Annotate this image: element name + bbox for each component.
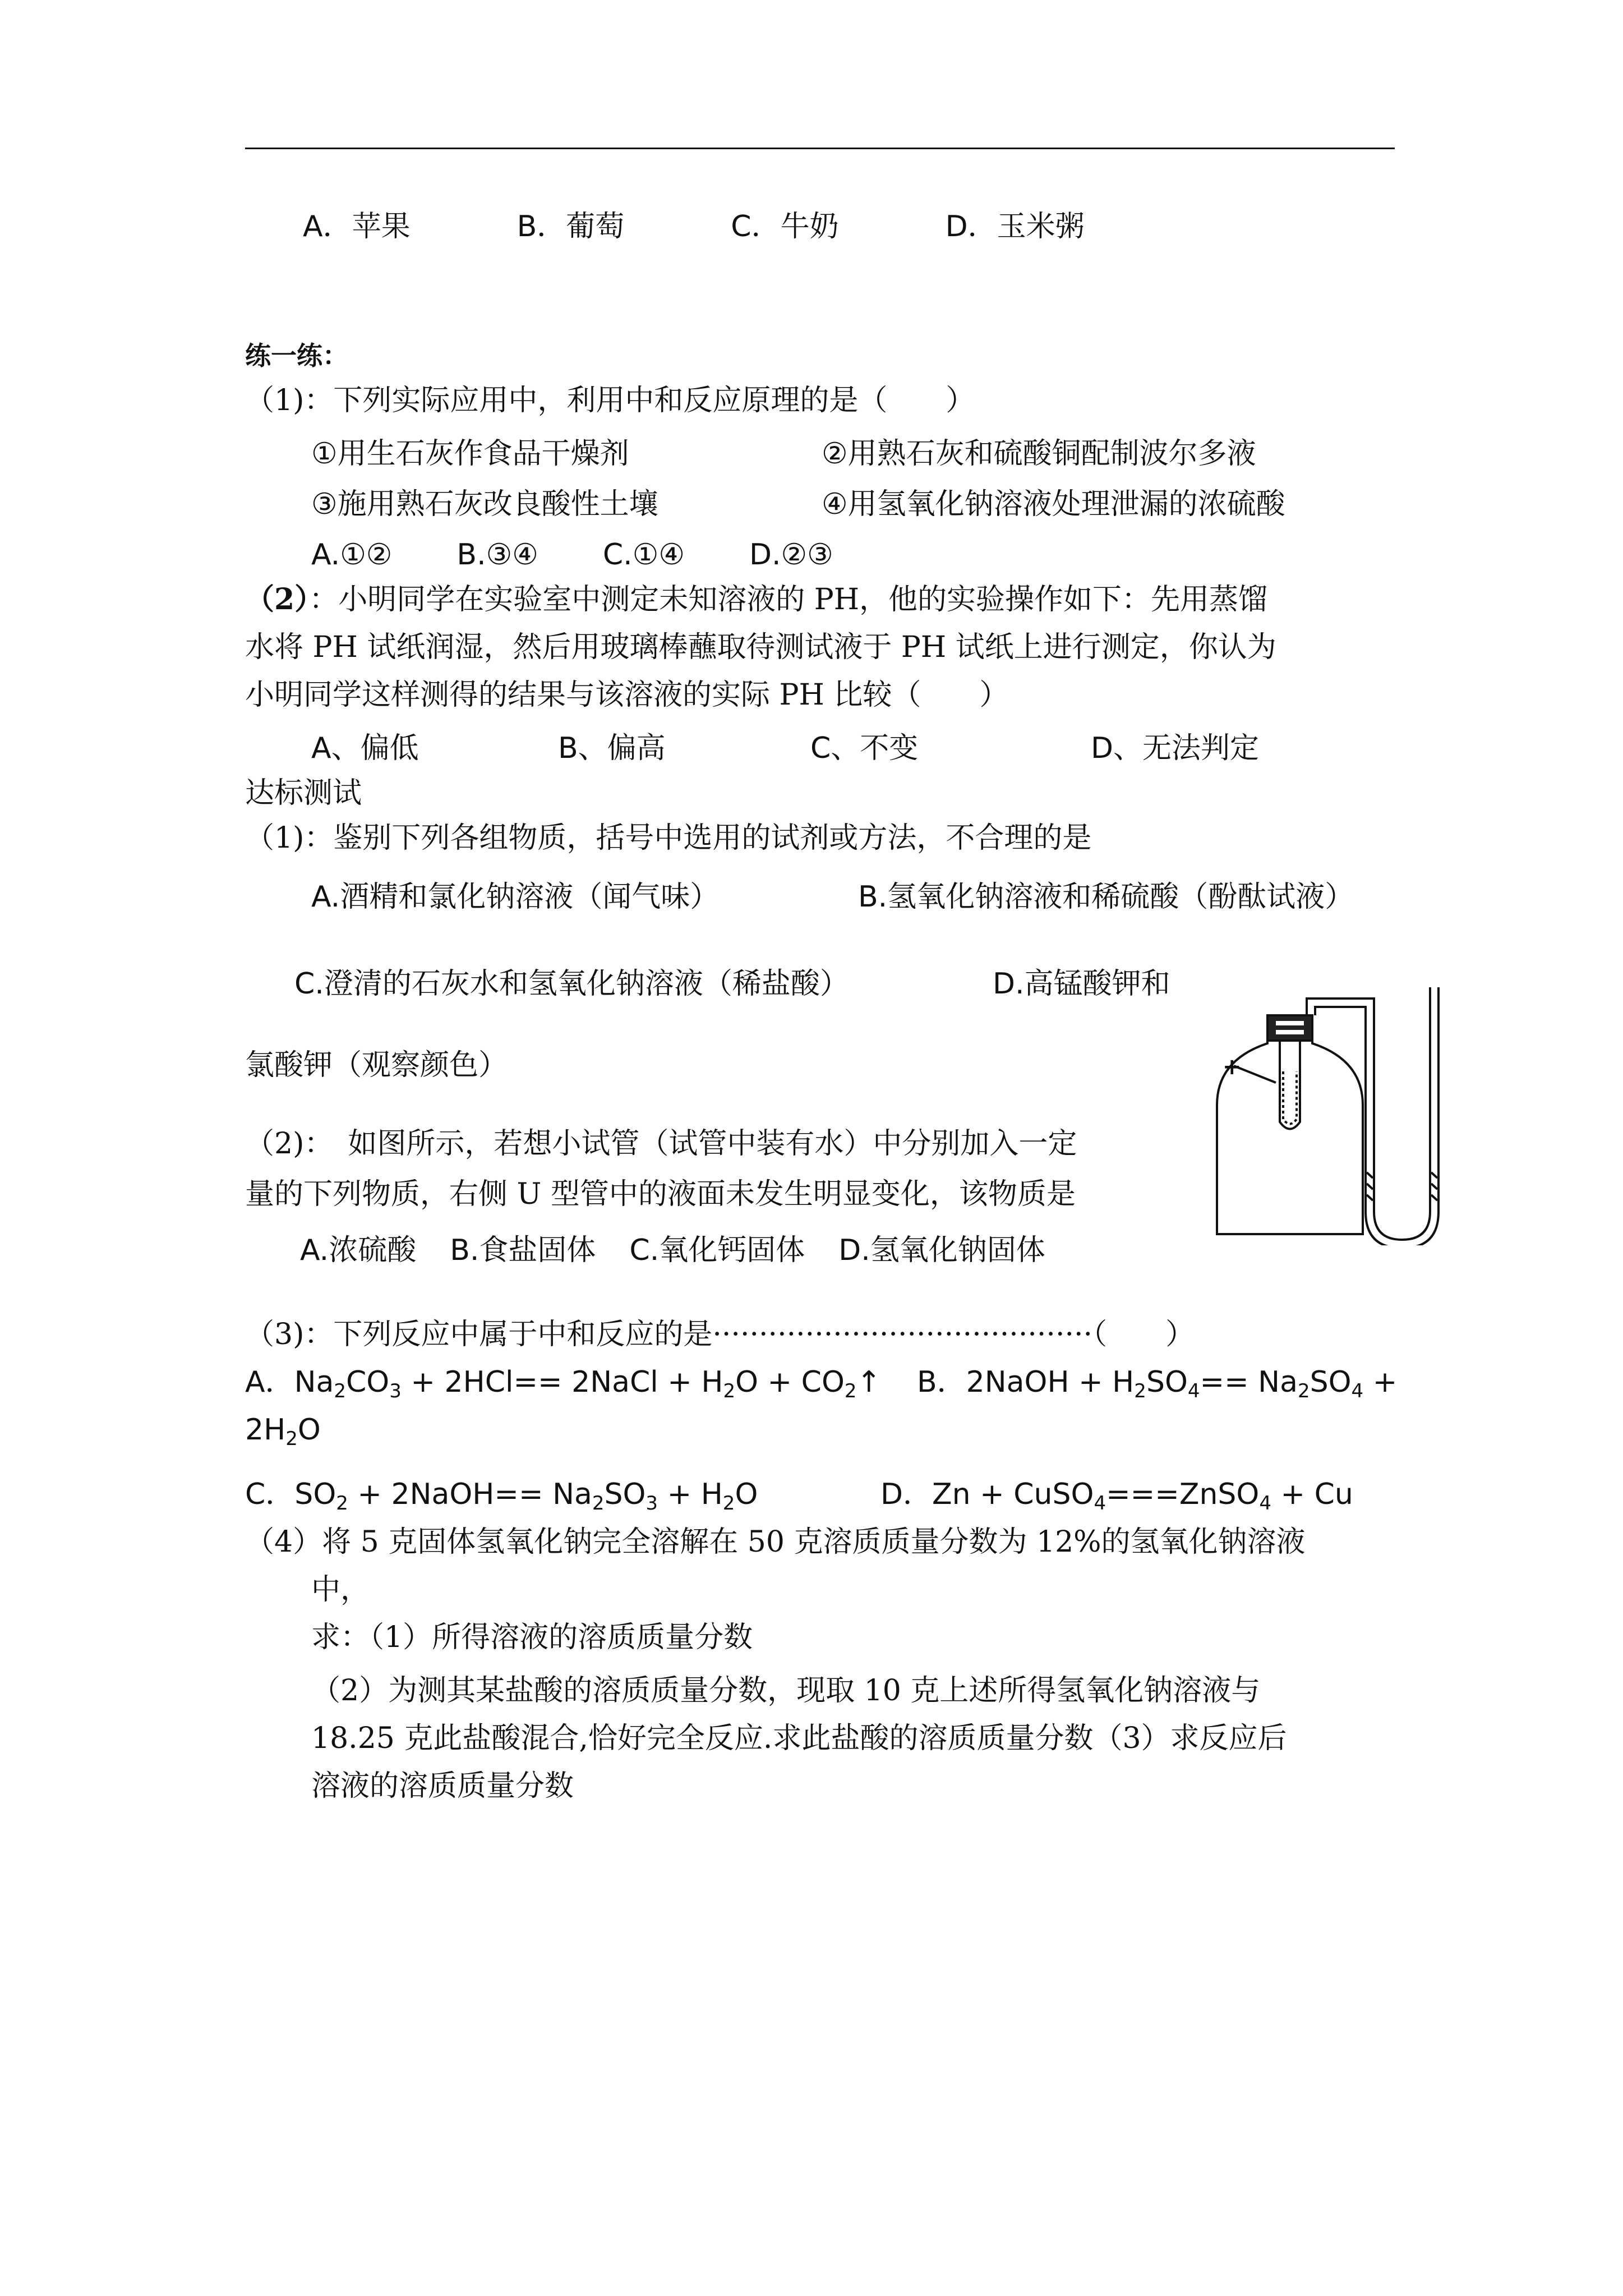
option-d: D．玉米粥 bbox=[945, 210, 1085, 243]
test-q3-stem: （3)：下列反应中属于中和反应的是·········································（ ） bbox=[245, 1318, 1195, 1351]
test-q1-stem: （1)：鉴别下列各组物质，括号中选用的试剂或方法，不合理的是 bbox=[245, 821, 1092, 855]
test-q4-line-5: 18.25 克此盐酸混合,恰好完全反应.求此盐酸的溶质质量分数（3）求反应后 bbox=[311, 1722, 1287, 1755]
option-d: D、无法判定 bbox=[1091, 731, 1260, 765]
practice-q1-item-1: ①用生石灰作食品干燥剂 bbox=[311, 437, 629, 471]
practice-q2-line-3: 小明同学这样测得的结果与该溶液的实际 PH 比较（ ） bbox=[245, 678, 1009, 712]
test-q1-option-d-1: D.高锰酸钾和 bbox=[993, 967, 1170, 1001]
test-q4-line-1: （4）将 5 克固体氢氧化钠完全溶解在 50 克溶质质量分数为 12%的氢氧化钠溶液 bbox=[245, 1525, 1306, 1559]
practice-q2-line-2: 水将 PH 试纸润湿，然后用玻璃棒蘸取待测试液于 PH 试纸上进行测定，你认为 bbox=[245, 631, 1276, 664]
option-c: C、不变 bbox=[810, 731, 919, 765]
option-a: A.①② bbox=[311, 538, 393, 572]
test-q2-line-1: （2)： 如图所示，若想小试管（试管中装有水）中分别加入一定 bbox=[245, 1127, 1077, 1161]
test-q1-option-c: C.澄清的石灰水和氢氧化钠溶液（稀盐酸） bbox=[294, 967, 849, 1001]
top-options bbox=[303, 208, 1085, 246]
practice-heading: 练一练： bbox=[245, 341, 348, 371]
option-d: D.氢氧化钠固体 bbox=[838, 1234, 1045, 1267]
option-d: D.②③ bbox=[749, 538, 833, 572]
practice-q1-item-3: ③施用熟石灰改良酸性土壤 bbox=[311, 487, 658, 521]
test-q3-option-a: A．$Na_2CO_3 + 2HCl==$ 2NaCl + $H_2O$ + $CO_2↑$ bbox=[245, 1365, 882, 1402]
option-b: B．葡萄 bbox=[517, 210, 625, 243]
plus-sign: + bbox=[1223, 1054, 1242, 1080]
test-q3-option-d: D．Zn + CuSO$_4$===ZnSO$_4$ + Cu bbox=[880, 1478, 1353, 1515]
test-q3-option-b-cont: $2H_2O$ bbox=[245, 1413, 321, 1450]
test-q1-option-a: A.酒精和氯化钠溶液（闻气味） bbox=[311, 880, 720, 914]
option-b: B、偏高 bbox=[558, 731, 666, 765]
test-q4-line-2: 中， bbox=[311, 1573, 370, 1607]
test-q3-option-b: B．2NaOH + $H_2SO_4== Na_2SO_4$ + bbox=[917, 1365, 1398, 1402]
practice-q1-stem: （1)：下列实际应用中，利用中和反应原理的是（ ） bbox=[245, 384, 975, 417]
option-a: A、偏低 bbox=[311, 731, 419, 765]
option-a: A.浓硫酸 bbox=[300, 1234, 417, 1267]
header-rule bbox=[245, 148, 1395, 149]
option-b: B.③④ bbox=[457, 538, 538, 572]
test-q3-option-c: C．$SO_2$ + 2NaOH== $Na_2SO_3 + H_2O$ bbox=[245, 1478, 758, 1515]
test-q1-option-b: B.氢氧化钠溶液和稀硫酸（酚酞试液） bbox=[858, 880, 1354, 914]
test-q2-line-2: 量的下列物质，右侧 U 型管中的液面未发生明显变化，该物质是 bbox=[245, 1177, 1076, 1211]
option-b: B.食盐固体 bbox=[450, 1234, 596, 1267]
test-q4-line-3: 求：（1）所得溶液的溶质质量分数 bbox=[311, 1621, 753, 1654]
test-q4-line-4: （2）为测其某盐酸的溶质质量分数，现取 10 克上述所得氢氧化钠溶液与 bbox=[311, 1674, 1261, 1708]
u-tube-apparatus-icon bbox=[1206, 976, 1453, 1245]
option-a: A．苹果 bbox=[303, 210, 411, 243]
practice-q2-options bbox=[311, 729, 1259, 767]
option-c: C．牛奶 bbox=[731, 210, 839, 243]
test-q1-option-d-2: 氯酸钾（观察颜色） bbox=[245, 1048, 508, 1082]
option-c: C.氧化钙固体 bbox=[629, 1234, 805, 1267]
practice-q2-line-1: （2）：小明同学在实验室中测定未知溶液的 PH，他的实验操作如下：先用蒸馏 bbox=[245, 582, 1268, 616]
practice-q1-options bbox=[311, 536, 833, 574]
test-heading: 达标测试 bbox=[245, 776, 362, 810]
practice-q1-item-2: ②用熟石灰和硫酸铜配制波尔多液 bbox=[822, 437, 1256, 471]
test-q4-line-6: 溶液的溶质质量分数 bbox=[311, 1769, 574, 1803]
practice-q1-item-4: ④用氢氧化钠溶液处理泄漏的浓硫酸 bbox=[822, 487, 1285, 521]
option-c: C.①④ bbox=[602, 538, 685, 572]
practice-q2-label: （2） bbox=[245, 582, 310, 616]
test-q2-options bbox=[300, 1231, 1045, 1269]
